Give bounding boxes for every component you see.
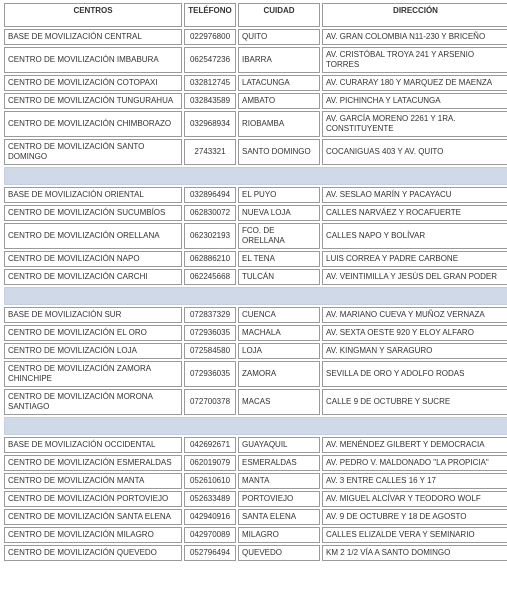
- group-separator: [4, 287, 507, 305]
- ciudad-cell: TULCÁN: [238, 269, 320, 285]
- ciudad-cell: EL TENA: [238, 251, 320, 267]
- telefono-cell: 072936035: [184, 325, 236, 341]
- ciudad-cell: QUEVEDO: [238, 545, 320, 561]
- ciudad-cell: EL PUYO: [238, 187, 320, 203]
- centro-cell: CENTRO DE MOVILIZACIÓN MANTA: [4, 473, 182, 489]
- table-row: [4, 343, 507, 359]
- centro-cell: CENTRO DE MOVILIZACIÓN ESMERALDAS: [4, 455, 182, 471]
- direccion-cell: AV. VEINTIMILLA Y JESÚS DEL GRAN PODER: [322, 269, 507, 285]
- centro-cell: CENTRO DE MOVILIZACIÓN COTOPAXI: [4, 75, 182, 91]
- centro-cell: CENTRO DE MOVILIZACIÓN CARCHI: [4, 269, 182, 285]
- direccion-cell: CALLES NARVÁEZ Y ROCAFUERTE: [322, 205, 507, 221]
- ciudad-cell: RIOBAMBA: [238, 111, 320, 137]
- centro-cell: BASE DE MOVILIZACIÓN ORIENTAL: [4, 187, 182, 203]
- table-row: [4, 111, 507, 137]
- centros-table: [2, 1, 507, 563]
- group-separator-cell: [4, 287, 507, 305]
- direccion-cell: CALLES NAPO Y BOLÍVAR: [322, 223, 507, 249]
- ciudad-cell: AMBATO: [238, 93, 320, 109]
- centro-cell: CENTRO DE MOVILIZACIÓN PORTOVIEJO: [4, 491, 182, 507]
- direccion-cell: AV. GARCÍA MORENO 2261 Y 1RA. CONSTITUYENTE: [322, 111, 507, 137]
- direccion-cell: SEVILLA DE ORO Y ADOLFO RODAS: [322, 361, 507, 387]
- ciudad-cell: LOJA: [238, 343, 320, 359]
- direccion-cell: AV. MIGUEL ALCÍVAR Y TEODORO WOLF: [322, 491, 507, 507]
- direccion-cell: COCANIGUAS 403 Y AV. QUITO: [322, 139, 507, 165]
- table-row: [4, 269, 507, 285]
- direccion-cell: AV. 9 DE OCTUBRE Y 18 DE AGOSTO: [322, 509, 507, 525]
- telefono-cell: 062245668: [184, 269, 236, 285]
- centro-cell: CENTRO DE MOVILIZACIÓN MILAGRO: [4, 527, 182, 543]
- ciudad-cell: QUITO: [238, 29, 320, 45]
- table-row: [4, 187, 507, 203]
- ciudad-cell: ZAMORA: [238, 361, 320, 387]
- centro-cell: CENTRO DE MOVILIZACIÓN CHIMBORAZO: [4, 111, 182, 137]
- direccion-cell: AV. CRISTÓBAL TROYA 241 Y ARSENIO TORRES: [322, 47, 507, 73]
- ciudad-cell: MACAS: [238, 389, 320, 415]
- centro-cell: BASE DE MOVILIZACIÓN OCCIDENTAL: [4, 437, 182, 453]
- header-centros: CENTROS: [4, 3, 182, 27]
- telefono-cell: 072837329: [184, 307, 236, 323]
- header-ciudad: CUIDAD: [238, 3, 320, 27]
- table-row: [4, 389, 507, 415]
- direccion-cell: KM 2 1/2 VÍA A SANTO DOMINGO: [322, 545, 507, 561]
- table-row: [4, 47, 507, 73]
- direccion-cell: AV. MARIANO CUEVA Y MUÑOZ VERNAZA: [322, 307, 507, 323]
- table-row: [4, 223, 507, 249]
- centro-cell: CENTRO DE MOVILIZACIÓN LOJA: [4, 343, 182, 359]
- direccion-cell: AV. CURARAY 180 Y MARQUEZ DE MAENZA: [322, 75, 507, 91]
- direccion-cell: AV. PEDRO V. MALDONADO "LA PROPICIA": [322, 455, 507, 471]
- table-row: [4, 139, 507, 165]
- header-telefono: TELÉFONO: [184, 3, 236, 27]
- centro-cell: CENTRO DE MOVILIZACIÓN NAPO: [4, 251, 182, 267]
- table-row: [4, 75, 507, 91]
- telefono-cell: 042692671: [184, 437, 236, 453]
- centro-cell: CENTRO DE MOVILIZACIÓN MORONA SANTIAGO: [4, 389, 182, 415]
- centro-cell: CENTRO DE MOVILIZACIÓN ORELLANA: [4, 223, 182, 249]
- direccion-cell: AV. 3 ENTRE CALLES 16 Y 17: [322, 473, 507, 489]
- centro-cell: BASE DE MOVILIZACIÓN CENTRAL: [4, 29, 182, 45]
- telefono-cell: 042940916: [184, 509, 236, 525]
- telefono-cell: 022976800: [184, 29, 236, 45]
- telefono-cell: 062886210: [184, 251, 236, 267]
- telefono-cell: 062302193: [184, 223, 236, 249]
- table-row: [4, 325, 507, 341]
- telefono-cell: 072584580: [184, 343, 236, 359]
- table-body: [4, 29, 507, 561]
- ciudad-cell: LATACUNGA: [238, 75, 320, 91]
- header-row: [4, 3, 507, 27]
- ciudad-cell: MANTA: [238, 473, 320, 489]
- direccion-cell: AV. GRAN COLOMBIA N11-230 Y BRICEÑO: [322, 29, 507, 45]
- telefono-cell: 062830072: [184, 205, 236, 221]
- table-row: [4, 473, 507, 489]
- table-row: [4, 545, 507, 561]
- table-row: [4, 29, 507, 45]
- telefono-cell: 042970089: [184, 527, 236, 543]
- telefono-cell: 072936035: [184, 361, 236, 387]
- telefono-cell: 032812745: [184, 75, 236, 91]
- ciudad-cell: GUAYAQUIL: [238, 437, 320, 453]
- ciudad-cell: FCO. DE ORELLANA: [238, 223, 320, 249]
- telefono-cell: 032968934: [184, 111, 236, 137]
- centro-cell: CENTRO DE MOVILIZACIÓN TUNGURAHUA: [4, 93, 182, 109]
- direccion-cell: AV. PICHINCHA Y LATACUNGA: [322, 93, 507, 109]
- telefono-cell: 032843589: [184, 93, 236, 109]
- table-row: [4, 251, 507, 267]
- table-row: [4, 491, 507, 507]
- centro-cell: CENTRO DE MOVILIZACIÓN IMBABURA: [4, 47, 182, 73]
- group-separator-cell: [4, 417, 507, 435]
- ciudad-cell: ESMERALDAS: [238, 455, 320, 471]
- direccion-cell: CALLE 9 DE OCTUBRE Y SUCRE: [322, 389, 507, 415]
- table-row: [4, 361, 507, 387]
- direccion-cell: LUIS CORREA Y PADRE CARBONE: [322, 251, 507, 267]
- telefono-cell: 032896494: [184, 187, 236, 203]
- centro-cell: CENTRO DE MOVILIZACIÓN SANTO DOMINGO: [4, 139, 182, 165]
- ciudad-cell: MILAGRO: [238, 527, 320, 543]
- table-row: [4, 307, 507, 323]
- ciudad-cell: SANTA ELENA: [238, 509, 320, 525]
- telefono-cell: 052610610: [184, 473, 236, 489]
- centro-cell: CENTRO DE MOVILIZACIÓN ZAMORA CHINCHIPE: [4, 361, 182, 387]
- telefono-cell: 2743321: [184, 139, 236, 165]
- ciudad-cell: MACHALA: [238, 325, 320, 341]
- direccion-cell: AV. KINGMAN Y SARAGURO: [322, 343, 507, 359]
- table-row: [4, 437, 507, 453]
- table-row: [4, 509, 507, 525]
- group-separator: [4, 417, 507, 435]
- telefono-cell: 062547236: [184, 47, 236, 73]
- table-row: [4, 527, 507, 543]
- telefono-cell: 052633489: [184, 491, 236, 507]
- ciudad-cell: PORTOVIEJO: [238, 491, 320, 507]
- centro-cell: CENTRO DE MOVILIZACIÓN SUCUMBÍOS: [4, 205, 182, 221]
- group-separator-cell: [4, 167, 507, 185]
- table-row: [4, 93, 507, 109]
- centro-cell: CENTRO DE MOVILIZACIÓN SANTA ELENA: [4, 509, 182, 525]
- telefono-cell: 072700378: [184, 389, 236, 415]
- group-separator: [4, 167, 507, 185]
- table-row: [4, 205, 507, 221]
- direccion-cell: AV. SESLAO MARÍN Y PACAYACU: [322, 187, 507, 203]
- ciudad-cell: NUEVA LOJA: [238, 205, 320, 221]
- ciudad-cell: SANTO DOMINGO: [238, 139, 320, 165]
- centro-cell: CENTRO DE MOVILIZACIÓN EL ORO: [4, 325, 182, 341]
- ciudad-cell: CUENCA: [238, 307, 320, 323]
- direccion-cell: AV. MENÉNDEZ GILBERT Y DEMOCRACIA: [322, 437, 507, 453]
- telefono-cell: 062019079: [184, 455, 236, 471]
- ciudad-cell: IBARRA: [238, 47, 320, 73]
- table-row: [4, 455, 507, 471]
- centro-cell: BASE DE MOVILIZACIÓN SUR: [4, 307, 182, 323]
- header-direccion: DIRECCIÓN: [322, 3, 507, 27]
- direccion-cell: CALLES ELIZALDE VERA Y SEMINARIO: [322, 527, 507, 543]
- centro-cell: CENTRO DE MOVILIZACIÓN QUEVEDO: [4, 545, 182, 561]
- direccion-cell: AV. SEXTA OESTE 920 Y ELOY ALFARO: [322, 325, 507, 341]
- telefono-cell: 052796494: [184, 545, 236, 561]
